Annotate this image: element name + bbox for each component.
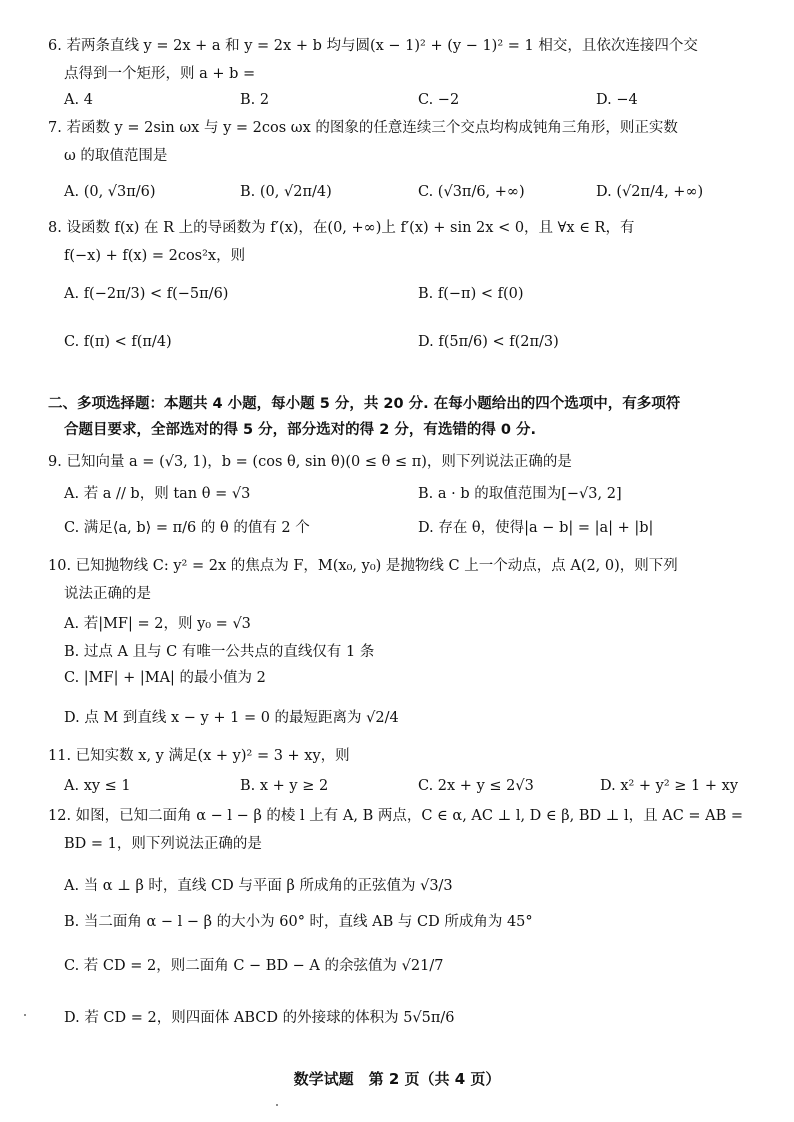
q7-option-d: D. (√2π/4, +∞) bbox=[596, 184, 704, 200]
q6-option-d: D. −4 bbox=[596, 92, 638, 108]
q9-option-c: C. 满足⟨a, b⟩ = π/6 的 θ 的值有 2 个 bbox=[64, 520, 310, 536]
q10-stem-line1: 10. 已知抛物线 C: y² = 2x 的焦点为 F，M(x₀, y₀) 是抛物线 C 上一个动点，点 A(2, 0)，则下列 bbox=[48, 558, 678, 574]
q9-option-a: A. 若 a // b，则 tan θ = √3 bbox=[64, 486, 251, 502]
q12-stem-line1: 12. 如图，已知二面角 α − l − β 的棱 l 上有 A, B 两点，C ∈ α, AC ⊥ l, D ∈ β, BD ⊥ l，且 AC = AB = bbox=[48, 808, 744, 824]
q7-stem-line1: 7. 若函数 y = 2sin ωx 与 y = 2cos ωx 的图象的任意连续三个交点均构成钝角三角形，则正实数 bbox=[48, 120, 678, 136]
q6-option-b: B. 2 bbox=[240, 92, 270, 108]
q10-option-b: B. 过点 A 且与 C 有唯一公共点的直线仅有 1 条 bbox=[64, 644, 375, 660]
q9-stem-line1: 9. 已知向量 a = (√3, 1)，b = (cos θ, sin θ)(0 ≤ θ ≤ π)，则下列说法正确的是 bbox=[48, 454, 572, 470]
section2-heading-line2: 合题目要求，全部选对的得 5 分，部分选对的得 2 分，有选错的得 0 分. bbox=[64, 422, 537, 438]
q8-stem-line2: f(−x) + f(x) = 2cos²x，则 bbox=[64, 248, 246, 264]
q12-option-c: C. 若 CD = 2，则二面角 C − BD − A 的余弦值为 √21/7 bbox=[64, 958, 444, 974]
q10-option-d: D. 点 M 到直线 x − y + 1 = 0 的最短距离为 √2/4 bbox=[64, 710, 399, 726]
q11-option-d: D. x² + y² ≥ 1 + xy bbox=[600, 778, 739, 794]
q6-stem-line2: 点得到一个矩形，则 a + b = bbox=[64, 66, 256, 82]
q10-option-c: C. |MF| + |MA| 的最小值为 2 bbox=[64, 670, 266, 686]
page-footer: 数学试题 第 2 页（共 4 页） bbox=[293, 1070, 501, 1088]
q11-option-a: A. xy ≤ 1 bbox=[64, 778, 131, 794]
q6-option-c: C. −2 bbox=[418, 92, 460, 108]
q11-stem-line1: 11. 已知实数 x, y 满足(x + y)² = 3 + xy，则 bbox=[48, 748, 350, 764]
q6-option-a: A. 4 bbox=[64, 92, 93, 108]
q10-stem-line2: 说法正确的是 bbox=[64, 586, 151, 602]
q12-option-d: D. 若 CD = 2，则四面体 ABCD 的外接球的体积为 5√5π/6 bbox=[64, 1010, 455, 1026]
q8-option-d: D. f(5π/6) < f(2π/3) bbox=[418, 334, 559, 350]
q8-option-b: B. f(−π) < f(0) bbox=[418, 286, 524, 302]
q11-option-c: C. 2x + y ≤ 2√3 bbox=[418, 778, 534, 794]
q8-option-c: C. f(π) < f(π/4) bbox=[64, 334, 172, 350]
scan-speck bbox=[276, 1104, 278, 1106]
q12-option-a: A. 当 α ⊥ β 时，直线 CD 与平面 β 所成角的正弦值为 √3/3 bbox=[64, 878, 453, 894]
q9-option-b: B. a · b 的取值范围为[−√3, 2] bbox=[418, 486, 622, 502]
q9-option-d: D. 存在 θ，使得|a − b| = |a| + |b| bbox=[418, 520, 654, 536]
q7-option-a: A. (0, √3π/6) bbox=[64, 184, 156, 200]
q12-option-b: B. 当二面角 α − l − β 的大小为 60° 时，直线 AB 与 CD 所成角为 45° bbox=[64, 914, 533, 930]
section2-heading-line1: 二、多项选择题：本题共 4 小题，每小题 5 分，共 20 分. 在每小题给出的四个选项中，有多项符 bbox=[48, 396, 681, 412]
q12-stem-line2: BD = 1，则下列说法正确的是 bbox=[64, 836, 262, 852]
q7-stem-line2: ω 的取值范围是 bbox=[64, 148, 168, 164]
scan-speck bbox=[24, 1014, 26, 1016]
q8-option-a: A. f(−2π/3) < f(−5π/6) bbox=[64, 286, 229, 302]
q10-option-a: A. 若|MF| = 2，则 y₀ = √3 bbox=[64, 616, 251, 632]
q11-option-b: B. x + y ≥ 2 bbox=[240, 778, 329, 794]
q7-option-c: C. (√3π/6, +∞) bbox=[418, 184, 525, 200]
q8-stem-line1: 8. 设函数 f(x) 在 R 上的导函数为 f′(x)，在(0, +∞)上 f′(x) + sin 2x < 0，且 ∀x ∈ R，有 bbox=[48, 220, 635, 236]
q7-option-b: B. (0, √2π/4) bbox=[240, 184, 332, 200]
q6-stem-line1: 6. 若两条直线 y = 2x + a 和 y = 2x + b 均与圆(x − 1)² + (y − 1)² = 1 相交，且依次连接四个交 bbox=[48, 38, 698, 54]
